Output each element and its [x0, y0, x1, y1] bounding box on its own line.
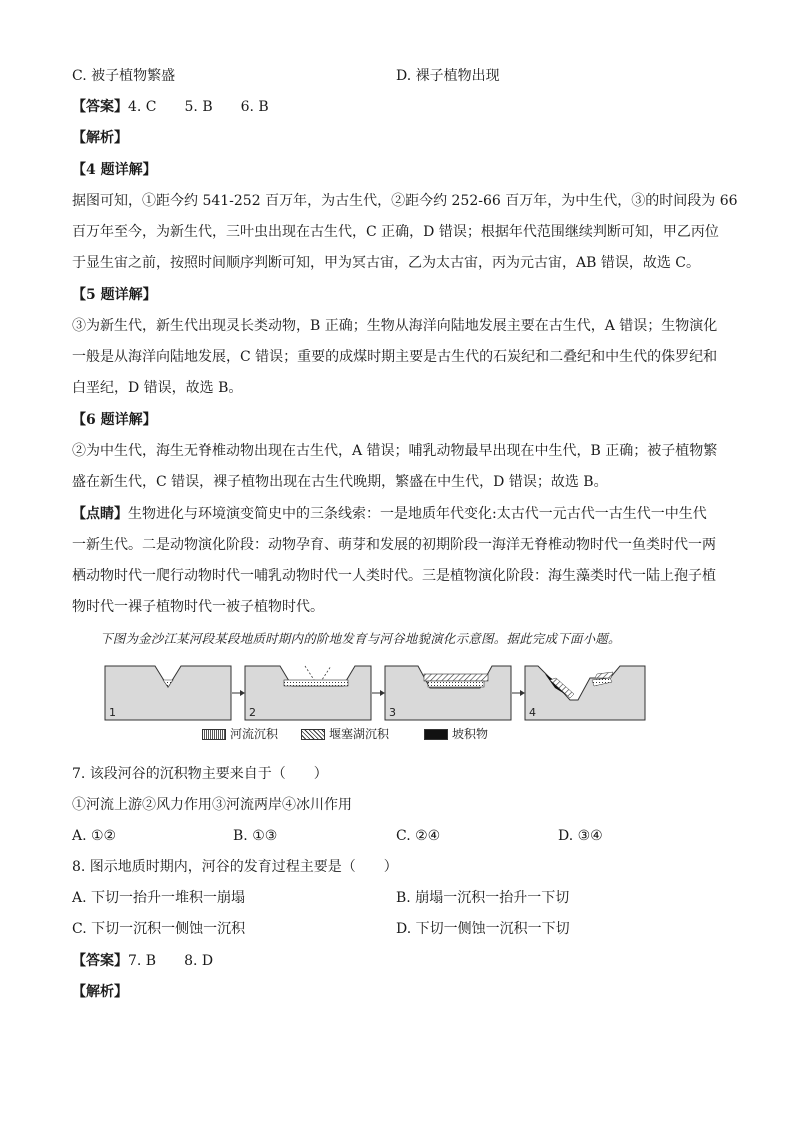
tips-tag: 【点睛】	[72, 506, 128, 522]
q8-option-a: A. 下切一抬升一堆积一崩塌	[72, 890, 246, 906]
tips-text-1: 生物进化与环境演变简史中的三条线索：一是地质年代变化:太古代一元古代一古生代一中生代	[128, 506, 707, 522]
q5-line-1: ③为新生代，新生代出现灵长类动物，B 正确；生物从海洋向陆地发展主要在古生代，A 错误；生物演化	[72, 318, 718, 334]
q8-option-c: C. 下切一沉积一侧蚀一沉积	[72, 921, 246, 937]
arrow-1-head	[240, 690, 245, 696]
legend-river-deposit	[202, 726, 278, 742]
q8-stem: 8. 图示地质时期内，河谷的发育过程主要是（ ）	[72, 859, 398, 875]
tips-line-1	[72, 504, 707, 524]
panel-3	[385, 666, 511, 720]
q7-items: ①河流上游②风力作用③河流两岸④冰川作用	[72, 797, 352, 813]
q4-line-2: 百万年至今，为新生代，三叶虫出现在古生代，C 正确，D 错误；根据年代范围继续判断可知，甲乙丙位	[72, 224, 719, 240]
q6-title: 【6 题详解】	[72, 412, 157, 428]
legend-swatch-colluvium	[424, 729, 448, 740]
q6-line-1: ②为中生代，海生无脊椎动物出现在古生代，A 错误；哺乳动物最早出现在中生代，B 正确；被子植物繁	[72, 443, 718, 459]
answer-line-1	[72, 97, 269, 117]
legend-colluvium	[424, 726, 488, 742]
panel-4-label: 4	[529, 706, 536, 719]
panel-2-label: 2	[249, 706, 256, 719]
legend-label-colluvium: 坡积物	[452, 727, 489, 741]
answer-tag: 【答案】	[72, 99, 128, 115]
panel-1	[105, 666, 231, 720]
analysis-heading-2: 【解析】	[72, 984, 128, 1000]
q7-option-c: C. ②④	[396, 828, 441, 844]
q8-option-d: D. 下切一侧蚀一沉积一下切	[396, 921, 570, 937]
legend-lake-deposit	[301, 726, 389, 742]
answer-tag-2: 【答案】	[72, 953, 128, 969]
q7-option-d: D. ③④	[558, 828, 603, 844]
q5-line-3: 白垩纪，D 错误，故选 B。	[72, 380, 243, 396]
arrow-3-head	[520, 690, 525, 696]
answer-line-2	[72, 951, 213, 971]
tips-line-2: 一新生代。二是动物演化阶段：动物孕育、萌芽和发展的初期阶段一海洋无脊椎动物时代一鱼类时代一两	[72, 537, 716, 553]
legend-swatch-lake	[301, 729, 325, 740]
q7-option-b: B. ①③	[233, 828, 278, 844]
q4-line-3: 于显生宙之前，按照时间顺序判断可知，甲为冥古宙，乙为太古宙，丙为元古宙，AB 错误，故选 C。	[72, 255, 701, 271]
panel-1-label: 1	[109, 706, 116, 719]
figure-caption: 下图为金沙江某河段某段地质时期内的阶地发育与河谷地貌演化示意图。据此完成下面小题。	[100, 631, 621, 646]
q4-line-1: 据图可知，①距今约 541-252 百万年，为古生代，②距今约 252-66 百万年，为中生代，③的时间段为 66	[72, 193, 738, 209]
tips-line-3: 栖动物时代一爬行动物时代一哺乳动物时代一人类时代。三是植物演化阶段：海生藻类时代一陆上孢子植	[72, 568, 716, 584]
panel-2	[245, 666, 371, 720]
q7-stem: 7. 该段河谷的沉积物主要来自于（ ）	[72, 766, 328, 782]
arrow-2-head	[380, 690, 385, 696]
tips-line-4: 物时代一裸子植物时代一被子植物时代。	[72, 599, 324, 615]
option-c: C. 被子植物繁盛	[72, 68, 176, 84]
q7-option-a: A. ①②	[72, 828, 117, 844]
panel-4	[525, 666, 645, 720]
legend-label-lake: 堰塞湖沉积	[329, 727, 390, 741]
valley-evolution-diagram	[100, 660, 648, 722]
q6-line-2: 盛在新生代，C 错误，裸子植物出现在古生代晚期，繁盛在中生代，D 错误；故选 B。	[72, 474, 608, 490]
q5-line-2: 一般是从海洋向陆地发展，C 错误；重要的成煤时期主要是古生代的石炭纪和二叠纪和中生代的侏罗纪和	[72, 349, 718, 365]
answer-text: 4. C 5. B 6. B	[128, 99, 269, 115]
panel-3-label: 3	[389, 706, 396, 719]
q4-title: 【4 题详解】	[72, 162, 157, 178]
legend-swatch-river	[202, 729, 226, 740]
option-d: D. 裸子植物出现	[396, 68, 500, 84]
q5-title: 【5 题详解】	[72, 287, 157, 303]
legend-label-river: 河流沉积	[230, 727, 279, 741]
q8-option-b: B. 崩塌一沉积一抬升一下切	[396, 890, 570, 906]
analysis-heading-1: 【解析】	[72, 130, 128, 146]
answer-text-2: 7. B 8. D	[128, 953, 214, 969]
